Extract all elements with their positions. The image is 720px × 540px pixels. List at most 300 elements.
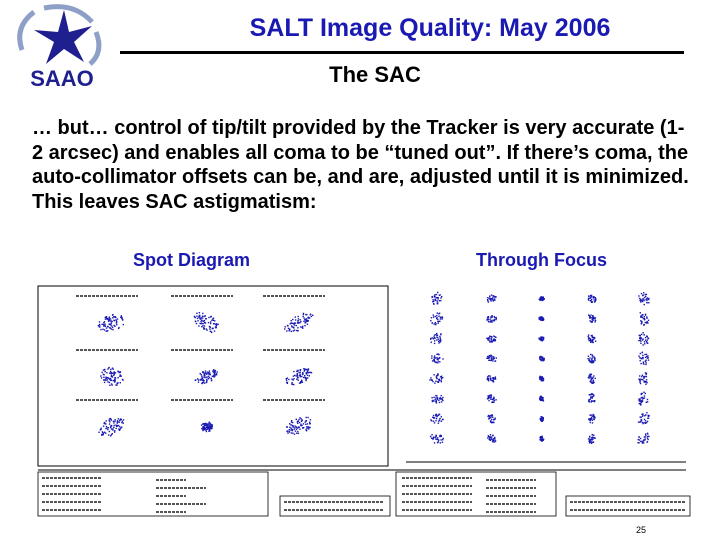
spot-dot [642, 357, 643, 358]
spot-dot [294, 330, 295, 331]
spot-dot [431, 420, 432, 421]
spot-dot [490, 360, 491, 361]
spot-dot [291, 432, 292, 433]
spot-dot [214, 375, 215, 376]
spot-dot [195, 317, 196, 318]
spot-dot [491, 395, 492, 396]
slide-title: SALT Image Quality: May 2006 [249, 14, 611, 42]
spot-dot [114, 377, 115, 378]
spot-dot [99, 326, 100, 327]
spot-dot [436, 418, 437, 419]
spot-dot [111, 322, 112, 323]
spot-dot [99, 324, 100, 325]
spot-dot [122, 379, 123, 380]
spot-dot [645, 340, 646, 341]
spot-dot [592, 422, 593, 423]
spot-dot [206, 318, 207, 319]
spot-dot [206, 373, 207, 374]
spot-dot [595, 341, 596, 342]
spot-dot [593, 435, 594, 436]
spot-dot [594, 358, 595, 359]
spot-dot [217, 371, 218, 372]
spot-dot [642, 379, 643, 380]
spot-dot [591, 418, 592, 419]
spot-dot [288, 379, 289, 380]
spot-dot [101, 377, 102, 378]
spot-dot [196, 313, 197, 314]
spot-dot [646, 294, 647, 295]
spot-dot [118, 428, 119, 429]
spot-dot [641, 334, 642, 335]
through-focus-label: Through Focus [476, 250, 607, 270]
spot-dot [211, 380, 212, 381]
spot-dot [437, 397, 438, 398]
spot-dot [492, 435, 493, 436]
spot-dot [291, 320, 292, 321]
spot-dot [107, 326, 108, 327]
spot-dot [645, 420, 646, 421]
spot-dot [641, 402, 642, 403]
spot-dot [640, 400, 641, 401]
spot-dot [122, 421, 123, 422]
spot-dot [431, 434, 432, 435]
spot-dot [490, 399, 491, 400]
spot-dot [205, 377, 206, 378]
spot-dot [644, 436, 645, 437]
spot-dot [110, 419, 111, 420]
spot-dot [297, 370, 298, 371]
spot-dot [543, 359, 544, 360]
spot-dot [492, 377, 493, 378]
spot-dot [119, 376, 120, 377]
spot-dot [495, 360, 496, 361]
spot-dot [436, 378, 437, 379]
spot-dot [297, 330, 298, 331]
spot-dot [202, 378, 203, 379]
spot-dot [640, 312, 641, 313]
spot-dot [648, 320, 649, 321]
spot-dot [297, 431, 298, 432]
spot-dot [436, 402, 437, 403]
spot-dot [200, 379, 201, 380]
spot-dot [640, 403, 641, 404]
spot-dot [304, 369, 305, 370]
spot-dot [286, 427, 287, 428]
spot-dot [432, 322, 433, 323]
spot-dot [542, 418, 543, 419]
spot-dot [123, 422, 124, 423]
spot-dot [118, 371, 119, 372]
spot-dot [541, 358, 542, 359]
spot-dot [647, 433, 648, 434]
spot-dot [208, 376, 209, 377]
spot-dot [204, 325, 205, 326]
spot-dot [438, 382, 439, 383]
spot-dot [303, 317, 304, 318]
spot-dot [592, 339, 593, 340]
spot-dot [646, 318, 647, 319]
spot-dot [591, 374, 592, 375]
spot-dot [541, 376, 542, 377]
spot-dot [290, 424, 291, 425]
spot-dot [299, 417, 300, 418]
spot-dot [289, 330, 290, 331]
spot-dot [642, 295, 643, 296]
spot-dot [435, 420, 436, 421]
spot-dot [289, 423, 290, 424]
spot-dot [436, 339, 437, 340]
spot-dot [489, 341, 490, 342]
spot-dot [292, 384, 293, 385]
spot-dot [643, 442, 644, 443]
spot-dot [644, 334, 645, 335]
spot-dot [109, 378, 110, 379]
spot-dot [542, 377, 543, 378]
spot-dot [114, 431, 115, 432]
spot-dot [487, 356, 488, 357]
spot-dot [645, 361, 646, 362]
spot-dot [593, 437, 594, 438]
spot-dot [310, 423, 311, 424]
spot-dot [307, 417, 308, 418]
spot-dot [441, 318, 442, 319]
spot-dot [102, 329, 103, 330]
spot-dot [292, 323, 293, 324]
spot-dot [588, 440, 589, 441]
spot-dot [287, 377, 288, 378]
spot-dot [643, 363, 644, 364]
spot-dot [436, 376, 437, 377]
spot-dot [307, 369, 308, 370]
spot-dot [439, 295, 440, 296]
spot-dot [642, 298, 643, 299]
spot-dot [642, 300, 643, 301]
spot-dot [210, 331, 211, 332]
spot-dot [112, 329, 113, 330]
spot-dot [433, 415, 434, 416]
spot-dot [489, 360, 490, 361]
spot-dot [98, 325, 99, 326]
spot-dot [115, 419, 116, 420]
spot-dot [590, 342, 591, 343]
spot-dot [209, 374, 210, 375]
spot-dot [645, 314, 646, 315]
spot-dot [291, 331, 292, 332]
spot-dot [640, 438, 641, 439]
spot-dot [297, 320, 298, 321]
spot-dot [203, 327, 204, 328]
spot-dot [440, 439, 441, 440]
spot-dot [294, 434, 295, 435]
spot-dot [493, 335, 494, 336]
spot-dot [641, 314, 642, 315]
spot-dot [647, 438, 648, 439]
spot-dot [442, 358, 443, 359]
spot-dot [639, 375, 640, 376]
spot-dot [642, 317, 643, 318]
spot-dot [639, 439, 640, 440]
spot-dot [642, 355, 643, 356]
spot-dot [294, 425, 295, 426]
spot-dot [437, 399, 438, 400]
spot-dot [592, 415, 593, 416]
spot-dot [103, 374, 104, 375]
spot-dot [642, 442, 643, 443]
spot-dot [211, 316, 212, 317]
spot-dot [594, 318, 595, 319]
spot-dot [489, 397, 490, 398]
spot-dot [304, 375, 305, 376]
spot-dot [294, 324, 295, 325]
spot-dot [493, 381, 494, 382]
spot-dot [103, 324, 104, 325]
spot-dot [109, 320, 110, 321]
spot-dot [643, 377, 644, 378]
spot-dot [440, 300, 441, 301]
info-table-text [42, 478, 686, 512]
spot-dot [111, 428, 112, 429]
spot-dot [430, 320, 431, 321]
spot-dot [437, 362, 438, 363]
spot-dot [439, 321, 440, 322]
spot-dot [104, 432, 105, 433]
spot-dot [441, 421, 442, 422]
spot-dot [294, 323, 295, 324]
spot-dot [437, 298, 438, 299]
spot-dot [591, 335, 592, 336]
spot-dot [433, 323, 434, 324]
spot-dot [434, 422, 435, 423]
spot-dot [201, 317, 202, 318]
spot-dot [437, 358, 438, 359]
spot-dot [591, 301, 592, 302]
spot-dot [301, 382, 302, 383]
spot-dot [588, 336, 589, 337]
spot-dot [215, 324, 216, 325]
spot-dot [306, 417, 307, 418]
spot-dot [590, 397, 591, 398]
spot-dot [441, 416, 442, 417]
spot-dot [540, 437, 541, 438]
spot-dot [298, 380, 299, 381]
spot-dot [212, 328, 213, 329]
spot-dot [646, 412, 647, 413]
spot-dot [201, 424, 202, 425]
spot-dot [112, 433, 113, 434]
spot-dot [431, 317, 432, 318]
spot-dot [590, 296, 591, 297]
spot-dot [209, 377, 210, 378]
spot-dot [645, 414, 646, 415]
spot-dot [440, 398, 441, 399]
spot-dot [647, 297, 648, 298]
spot-dot [207, 424, 208, 425]
spot-dot [110, 371, 111, 372]
spot-dot [103, 377, 104, 378]
spot-dot [296, 433, 297, 434]
spot-dot [308, 428, 309, 429]
spot-dot [438, 297, 439, 298]
spot-dot [640, 337, 641, 338]
spot-dot [490, 396, 491, 397]
spot-dot [217, 324, 218, 325]
spot-dot [304, 322, 305, 323]
spot-dot [492, 441, 493, 442]
spot-dot [105, 380, 106, 381]
spot-dot [442, 442, 443, 443]
spot-dot [112, 428, 113, 429]
spot-dot [204, 377, 205, 378]
spot-dot [644, 397, 645, 398]
spot-dot [439, 361, 440, 362]
spot-dot [540, 419, 541, 420]
spot-dot [115, 319, 116, 320]
spot-dot [642, 401, 643, 402]
logo-text: SAAO [30, 66, 94, 91]
spot-dot [443, 438, 444, 439]
spot-dot [640, 363, 641, 364]
spot-dot [204, 322, 205, 323]
spot-dot [489, 417, 490, 418]
spot-dot [309, 372, 310, 373]
spot-dot [540, 317, 541, 318]
spot-dot [643, 362, 644, 363]
spot-dot [286, 330, 287, 331]
spot-dot [595, 378, 596, 379]
spot-dot [432, 301, 433, 302]
spot-dot [433, 359, 434, 360]
spot-dot [121, 422, 122, 423]
spot-dot [644, 319, 645, 320]
spot-dot [639, 357, 640, 358]
spot-dot [437, 374, 438, 375]
spot-dot [436, 416, 437, 417]
spot-dot [433, 314, 434, 315]
spot-dot [589, 439, 590, 440]
spot-dot [430, 339, 431, 340]
spot-dot [488, 340, 489, 341]
spot-dot [641, 419, 642, 420]
spot-dot [205, 370, 206, 371]
spot-dot [306, 430, 307, 431]
spot-dot [434, 343, 435, 344]
spot-dot [494, 378, 495, 379]
spot-dot [640, 397, 641, 398]
spot-dot [588, 438, 589, 439]
spot-dot [198, 317, 199, 318]
spot-dot [640, 335, 641, 336]
spot-dot [301, 420, 302, 421]
spot-dot [216, 373, 217, 374]
spot-dot [543, 337, 544, 338]
spot-dot [114, 381, 115, 382]
spot-dot [297, 377, 298, 378]
spot-dot [538, 338, 539, 339]
spot-dot [591, 362, 592, 363]
spot-dot [300, 326, 301, 327]
spot-dot [295, 316, 296, 317]
spot-dot [289, 429, 290, 430]
spot-dot [105, 378, 106, 379]
spot-dot [489, 355, 490, 356]
spot-dot [434, 355, 435, 356]
spot-dot [110, 425, 111, 426]
spot-dot [310, 372, 311, 373]
spot-dot [291, 429, 292, 430]
spot-dot [291, 420, 292, 421]
spot-dot [437, 302, 438, 303]
spot-dot [307, 423, 308, 424]
spot-dot [213, 369, 214, 370]
spot-dot [304, 370, 305, 371]
spot-dot [593, 337, 594, 338]
spot-dot [494, 319, 495, 320]
spot-diagram-grid [76, 296, 325, 437]
spot-dot [645, 296, 646, 297]
spot-dot [98, 432, 99, 433]
spot-dot [119, 419, 120, 420]
spot-dot [648, 299, 649, 300]
spot-dot [441, 381, 442, 382]
spot-dot [491, 339, 492, 340]
spot-dot [206, 376, 207, 377]
spot-dot [489, 416, 490, 417]
spot-dot [437, 437, 438, 438]
spot-dot [647, 436, 648, 437]
spot-dot [643, 422, 644, 423]
spot-dot [209, 428, 210, 429]
spot-dot [121, 427, 122, 428]
spot-dot [204, 382, 205, 383]
spot-dot [645, 364, 646, 365]
spot-dot [541, 359, 542, 360]
spot-dot [491, 315, 492, 316]
spot-dot [106, 427, 107, 428]
spot-dot [289, 427, 290, 428]
spot-dot [299, 375, 300, 376]
spot-dot [441, 378, 442, 379]
spot-dot [646, 379, 647, 380]
spot-dot [307, 324, 308, 325]
spot-dot [436, 294, 437, 295]
spot-dot [105, 377, 106, 378]
spot-dot [197, 320, 198, 321]
spot-dot [588, 296, 589, 297]
spot-dot [431, 437, 432, 438]
spot-dot [647, 322, 648, 323]
spot-dot [647, 336, 648, 337]
spot-dot [441, 398, 442, 399]
info-table-mid [280, 496, 390, 516]
spot-dot [208, 428, 209, 429]
spot-dot [195, 321, 196, 322]
spot-dot [442, 397, 443, 398]
spot-dot [491, 438, 492, 439]
spot-dot [488, 375, 489, 376]
spot-dot [542, 296, 543, 297]
spot-dot [638, 379, 639, 380]
spot-dot [432, 381, 433, 382]
spot-dot [114, 430, 115, 431]
spot-dot [639, 340, 640, 341]
spot-dot [296, 330, 297, 331]
spot-dot [296, 371, 297, 372]
spot-dot [592, 439, 593, 440]
spot-dot [214, 373, 215, 374]
spot-dot [542, 320, 543, 321]
spot-dot [488, 436, 489, 437]
spot-dot [109, 418, 110, 419]
